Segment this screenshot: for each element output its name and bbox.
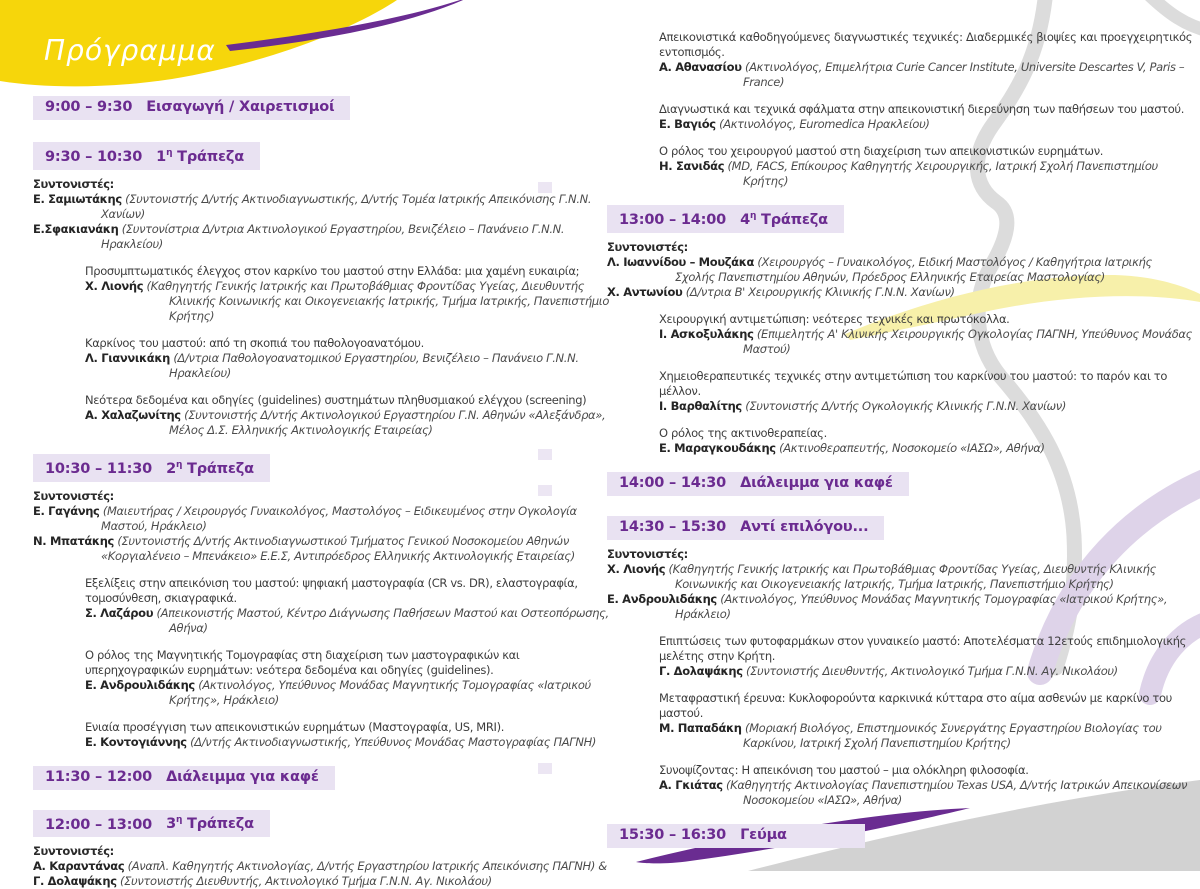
speaker-credentials: (Ακτινοθεραπευτής, Νοσοκομείο «ΙΑΣΩ», Αθήνα) [779, 440, 1045, 455]
talk-title: Μεταφραστική έρευνα: Κυκλοφορούντα καρκινικά κύτταρα στο αίμα ασθενών με καρκίνο του μαστού. [659, 690, 1172, 720]
coordinator-entry [607, 562, 1195, 592]
timeslot-table2-bar [33, 454, 270, 482]
speaker-credentials: (Ακτινολόγος, Υπεύθυνος Μονάδας Μαγνητικής Τομογραφίας «Ιατρικού Κρήτης», Ηράκλειο) [169, 677, 591, 707]
talk-title: Απεικονιστικά καθοδηγούμενες διαγνωστικές τεχνικές: Διαδερμικές βιοψίες και προεγχειρητικός εντοπισμός. [659, 30, 1193, 59]
speaker-credentials: (Δ/ντρια Παθολογοανατομικού Εργαστηρίου, Βενιζέλειο – Πανάνειο Γ.Ν.Ν. Ηρακλείου) [169, 350, 579, 380]
timeslot-table1-bar [33, 142, 260, 170]
coordinator-entry [33, 222, 611, 252]
coordinator-credentials: (Συντονιστής Δ/ντής Ακτινοδιαγνωστικής, Δ/ντής Τομέα Ιατρικής Απεικόνισης Γ.Ν.Ν. Χανίων) [101, 191, 592, 221]
speaker-name: Ι. Ασκοξυλάκης [659, 326, 754, 341]
table-word: Τράπεζα [187, 816, 254, 833]
table-word: Τράπεζα [177, 148, 245, 165]
coordinator-name: Ε. Ανδρουλιδάκης [607, 591, 717, 606]
timeslot-time: 14:30 – 15:30 [619, 518, 727, 535]
timeslot-table4-bar [607, 205, 844, 233]
coordinators-label: Συντονιστές: [33, 488, 114, 503]
speaker-credentials: (Ακτινολόγος, Euromedica Ηρακλείου) [719, 117, 930, 131]
talk-title: Επιπτώσεις των φυτοφαρμάκων στον γυναικείο μαστό: Αποτελέσματα 12ετούς επιδημιολογικής μελέτης στην Κρήτη. [659, 633, 1187, 663]
talk [85, 264, 611, 324]
speaker-name: Α. Χαλαζωνίτης [85, 407, 181, 422]
table-ordinal-suffix: η [175, 815, 183, 826]
coordinators-label: Συντονιστές: [33, 844, 114, 859]
talk-title: Διαγνωστικά και τεχνικά σφάλματα στην απεικονιστική διερεύνηση των παθήσεων του μαστού. [659, 102, 1185, 116]
programme-left-column [33, 96, 611, 889]
coordinators-label: Συντονιστές: [33, 176, 114, 191]
table-number: 4 [740, 211, 750, 228]
speaker-credentials: (Καθηγητής Ακτινολογίας Πανεπιστημίου Texas USA, Δ/ντής Ιατρικών Απεικονίσεων Νοσοκομείου «ΙΑΣΩ», Αθήνα) [726, 777, 1188, 807]
coordinator-credentials: (Αναπλ. Καθηγητής Ακτινολογίας, Δ/ντής Εργαστηρίου Ιατρικής Απεικόνισης ΠΑΓΝΗ) & [127, 859, 607, 874]
speaker-entry [659, 327, 1195, 357]
coordinator-entry [607, 255, 1195, 285]
coordinator-entry [33, 874, 611, 889]
timeslot-time: 15:30 – 16:30 [619, 826, 727, 843]
speaker-credentials: (MD, FACS, Επίκουρος Καθηγητής Χειρουργικής, Ιατρική Σχολή Πανεπιστημίου Κρήτης) [727, 159, 1158, 188]
talk-title: Εξελίξεις στην απεικόνιση του μαστού: ψηφιακή μαστογραφία (CR vs. DR), ελαστογραφία, τομοσύνθεση, σκιαγραφικά. [85, 575, 578, 605]
talk-title: Καρκίνος του μαστού: από τη σκοπιά του παθολογοανατόμου. [85, 335, 424, 350]
speaker-name: Ε. Κοντογιάννης [85, 734, 187, 749]
timeslot-label: Εισαγωγή / Χαιρετισμοί [146, 99, 335, 115]
speaker-credentials: (Μοριακή Βιολόγος, Επιστημονικός Συνεργάτης Εργαστηρίου Βιολογίας του Καρκίνου, Ιατρική Σχολή Πανεπιστημίου Κρήτης) [743, 720, 1162, 750]
table-number: 2 [166, 460, 176, 477]
page-title: Πρόγραμμα [44, 34, 216, 67]
coordinator-entry [33, 504, 611, 534]
speaker-credentials: (Δ/ντής Ακτινοδιαγνωστικής, Υπεύθυνος Μονάδας Μαστογραφίας ΠΑΓΝΗ) [190, 734, 597, 749]
speaker-entry [659, 60, 1195, 90]
talk [659, 763, 1195, 808]
talk-title: Συνοψίζοντας: Η απεικόνιση του μαστού – μια ολόκληρη φιλοσοφία. [659, 762, 1029, 777]
timeslot-coffee-break2-bar [607, 472, 909, 496]
speaker-entry [659, 664, 1195, 679]
timeslot-intro-bar [33, 96, 350, 120]
timeslot-time: 9:30 – 10:30 [45, 148, 143, 165]
coordinator-name: Λ. Ιωαννίδου – Μουζάκα [607, 254, 755, 269]
talk [659, 634, 1195, 679]
programme-right-column [607, 30, 1195, 848]
timeslot-label: Διάλειμμα για καφέ [166, 768, 319, 785]
talk [659, 102, 1195, 132]
talk [85, 648, 611, 708]
speaker-name: Ε. Μαραγκουδάκης [659, 440, 776, 455]
talk-title: Ο ρόλος της ακτινοθεραπείας. [659, 425, 827, 440]
coordinator-credentials: (Δ/ντρια Β' Χειρουργικής Κλινικής Γ.Ν.Ν. Χανίων) [685, 284, 955, 299]
speaker-credentials: (Καθηγητής Γενικής Ιατρικής και Πρωτοβάθμιας Φροντίδας Υγείας, Διευθυντής Κλινικής Κοινωνικής και Οικογενειακής Ιατρικής, Τμήμα Ιατρικής, Πανεπιστήμιο Κρήτης) [146, 278, 610, 323]
speaker-name: Ε. Βαγιός [659, 117, 716, 131]
speaker-entry [659, 778, 1195, 808]
table-number: 3 [166, 816, 176, 833]
coordinator-name: Γ. Δολαψάκης [33, 874, 117, 889]
speaker-name: Λ. Γιαννικάκη [85, 350, 171, 365]
coordinator-credentials: (Συντονιστής Δ/ντής Ακτινοδιαγνωστικού Τμήματος Γενικού Νοσοκομείου Αθηνών «Κοργιαλένειο – Μπενάκειο» Ε.Ε.Σ, Αντιπρόεδρος Ελληνικής Ακτινολογικής Εταιρείας) [101, 533, 575, 563]
speaker-name: Η. Σανιδάς [659, 159, 725, 173]
timeslot-lunch-bar [607, 824, 865, 848]
coordinator-credentials: (Καθηγητής Γενικής Ιατρικής και Πρωτοβάθμιας Φροντίδας Υγείας, Διευθυντής Κλινικής Κοινωνικής και Οικογενειακής Ιατρικής, Τμήμα Ιατρικής, Πανεπιστήμιο Κρήτης) [668, 561, 1156, 591]
talk-title: Ενιαία προσέγγιση των απεικονιστικών ευρημάτων (Μαστογραφία, US, MRI). [85, 719, 505, 734]
talk [85, 393, 611, 438]
speaker-name: Α. Αθανασίου [659, 60, 742, 74]
coordinator-name: Ε.Σφακιανάκη [33, 221, 119, 236]
speaker-entry [659, 399, 1195, 414]
speaker-name: Χ. Λιονής [85, 278, 144, 293]
talk-title: Ο ρόλος του χειρουργού μαστού στη διαχείριση των απεικονιστικών ευρημάτων. [659, 144, 1104, 158]
timeslot-time: 11:30 – 12:00 [45, 768, 153, 785]
speaker-entry [85, 279, 611, 324]
talk [85, 720, 611, 750]
talk [85, 336, 611, 381]
talk [659, 144, 1195, 189]
speaker-entry [85, 678, 611, 708]
talk-title: Χημειοθεραπευτικές τεχνικές στην αντιμετώπιση του καρκίνου του μαστού: το παρόν και το μέλλον. [659, 368, 1168, 398]
timeslot-table3-bar [33, 810, 270, 838]
talk-title: Νεότερα δεδομένα και οδηγίες (guidelines) συστημάτων πληθυσμιακού ελέγχου (screening) [85, 392, 587, 407]
speaker-entry [659, 441, 1195, 456]
timeslot-label: Διάλειμμα για καφέ [740, 474, 893, 491]
talk-title: Ο ρόλος της Μαγνητικής Τομογραφίας στη διαχείριση των μαστογραφικών και υπερηχογραφικών ευρημάτων: νεότερα δεδομένα και οδηγίες (guidelines). [85, 647, 520, 677]
speaker-entry [659, 721, 1195, 751]
coordinator-credentials: (Συντονιστής Διευθυντής, Ακτινολογικό Τμήμα Γ.Ν.Ν. Αγ. Νικολάου) [120, 874, 492, 889]
talk [659, 691, 1195, 751]
speaker-entry [85, 606, 611, 636]
table-ordinal-suffix: η [749, 211, 757, 221]
table-number: 1 [156, 148, 167, 165]
coordinator-credentials: (Μαιευτήρας / Χειρουργός Γυναικολόγος, Μαστολόγος – Ειδικευμένος στην Ογκολογία Μαστού, Ηράκλειο) [101, 503, 577, 533]
talk [659, 30, 1195, 90]
coordinators-label: Συντονιστές: [607, 546, 688, 561]
grey-top-right-curve [1142, 0, 1200, 32]
coordinator-entry [33, 534, 611, 564]
coordinator-name: Ε. Γαγάνης [33, 503, 100, 518]
coordinator-name: Ν. Μπατάκης [33, 533, 115, 548]
talk [659, 312, 1195, 357]
coordinator-name: Χ. Λιονής [607, 561, 666, 576]
timeslot-coffee-break1-bar [33, 766, 335, 790]
timeslot-time: 9:00 – 9:30 [45, 99, 133, 115]
speaker-entry [85, 351, 611, 381]
speaker-credentials: (Συντονιστής Δ/ντής Ογκολογικής Κλινικής Γ.Ν.Ν. Χανίων) [745, 398, 1067, 413]
speaker-credentials: (Συντονιστής Δ/ντής Ακτινολογικού Εργαστηρίου Γ.Ν. Αθηνών «Αλεξάνδρα», Μέλος Δ.Σ. Ελληνικής Ακτινολογικής Εταιρείας) [169, 407, 606, 437]
coordinator-name: Ε. Σαμιωτάκης [33, 191, 122, 206]
timeslot-time: 14:00 – 14:30 [619, 474, 727, 491]
coordinator-name: Χ. Αντωνίου [607, 284, 683, 299]
speaker-credentials: (Επιμελητής Α' Κλινικής Χειρουργικής Ογκολογίας ΠΑΓΝΗ, Υπεύθυνος Μονάδας Μαστού) [743, 326, 1193, 356]
speaker-name: Γ. Δολαψάκης [659, 663, 743, 678]
speaker-name: Ι. Βαρθαλίτης [659, 398, 742, 413]
speaker-name: Σ. Λαζάρου [85, 605, 154, 620]
timeslot-epilogue-bar [607, 516, 884, 540]
timeslot-time: 13:00 – 14:00 [619, 211, 727, 228]
speaker-name: Α. Γκιάτας [659, 777, 723, 792]
talk-title: Προσυμπτωματικός έλεγχος στον καρκίνο του μαστού στην Ελλάδα: μια χαμένη ευκαιρία; [85, 263, 580, 278]
talk [659, 369, 1195, 414]
coordinator-entry [33, 192, 611, 222]
coordinators-label: Συντονιστές: [607, 239, 688, 254]
speaker-credentials: (Συντονιστής Διευθυντής, Ακτινολογικό Τμήμα Γ.Ν.Ν. Αγ. Νικολάου) [746, 663, 1118, 678]
speaker-entry [659, 159, 1195, 189]
coordinator-credentials: (Χειρουργός – Γυναικολόγος, Ειδική Μαστολόγος / Καθηγήτρια Ιατρικής Σχολής Πανεπιστημίου Αθηνών, Πρόεδρος Ελληνικής Εταιρείας Μαστολογίας) [675, 254, 1152, 284]
talk [85, 576, 611, 636]
timeslot-time: 12:00 – 13:00 [45, 816, 153, 833]
talk-title: Χειρουργική αντιμετώπιση: νεότερες τεχνικές και πρωτόκολλα. [659, 311, 1010, 326]
speaker-entry [659, 117, 1195, 132]
speaker-entry [85, 408, 611, 438]
timeslot-time: 10:30 – 11:30 [45, 460, 153, 477]
speaker-credentials: (Απεικονιστής Μαστού, Κέντρο Διάγνωσης Παθήσεων Μαστού και Οστεοπόρωσης, Αθήνα) [156, 605, 609, 635]
speaker-name: Μ. Παπαδάκη [659, 720, 742, 735]
timeslot-label: Γεύμα [740, 826, 787, 843]
coordinator-entry [607, 285, 1195, 300]
table-word: Τράπεζα [761, 211, 828, 228]
speaker-credentials: (Ακτινολόγος, Επιμελήτρια Curie Cancer Institute, Universite Descartes V, Paris – France) [743, 60, 1185, 89]
coordinator-entry [607, 592, 1195, 622]
timeslot-label: Αντί επιλόγου... [740, 518, 869, 535]
coordinator-credentials: (Συντονίστρια Δ/ντρια Ακτινολογικού Εργαστηρίου, Βενιζέλειο – Πανάνειο Γ.Ν.Ν. Ηρακλείου) [101, 221, 565, 251]
talk [659, 426, 1195, 456]
coordinator-credentials: (Ακτινολόγος, Υπεύθυνος Μονάδας Μαγνητικής Τομογραφίας «Ιατρικού Κρήτης», Ηράκλειο) [675, 591, 1168, 621]
table-ordinal-suffix: η [166, 148, 173, 158]
speaker-entry [85, 735, 611, 750]
coordinator-name: Α. Καραντάνας [33, 859, 125, 874]
coordinator-entry [33, 859, 611, 874]
speaker-name: Ε. Ανδρουλιδάκης [85, 677, 195, 692]
table-word: Τράπεζα [187, 460, 254, 477]
table-ordinal-suffix: η [175, 459, 183, 470]
